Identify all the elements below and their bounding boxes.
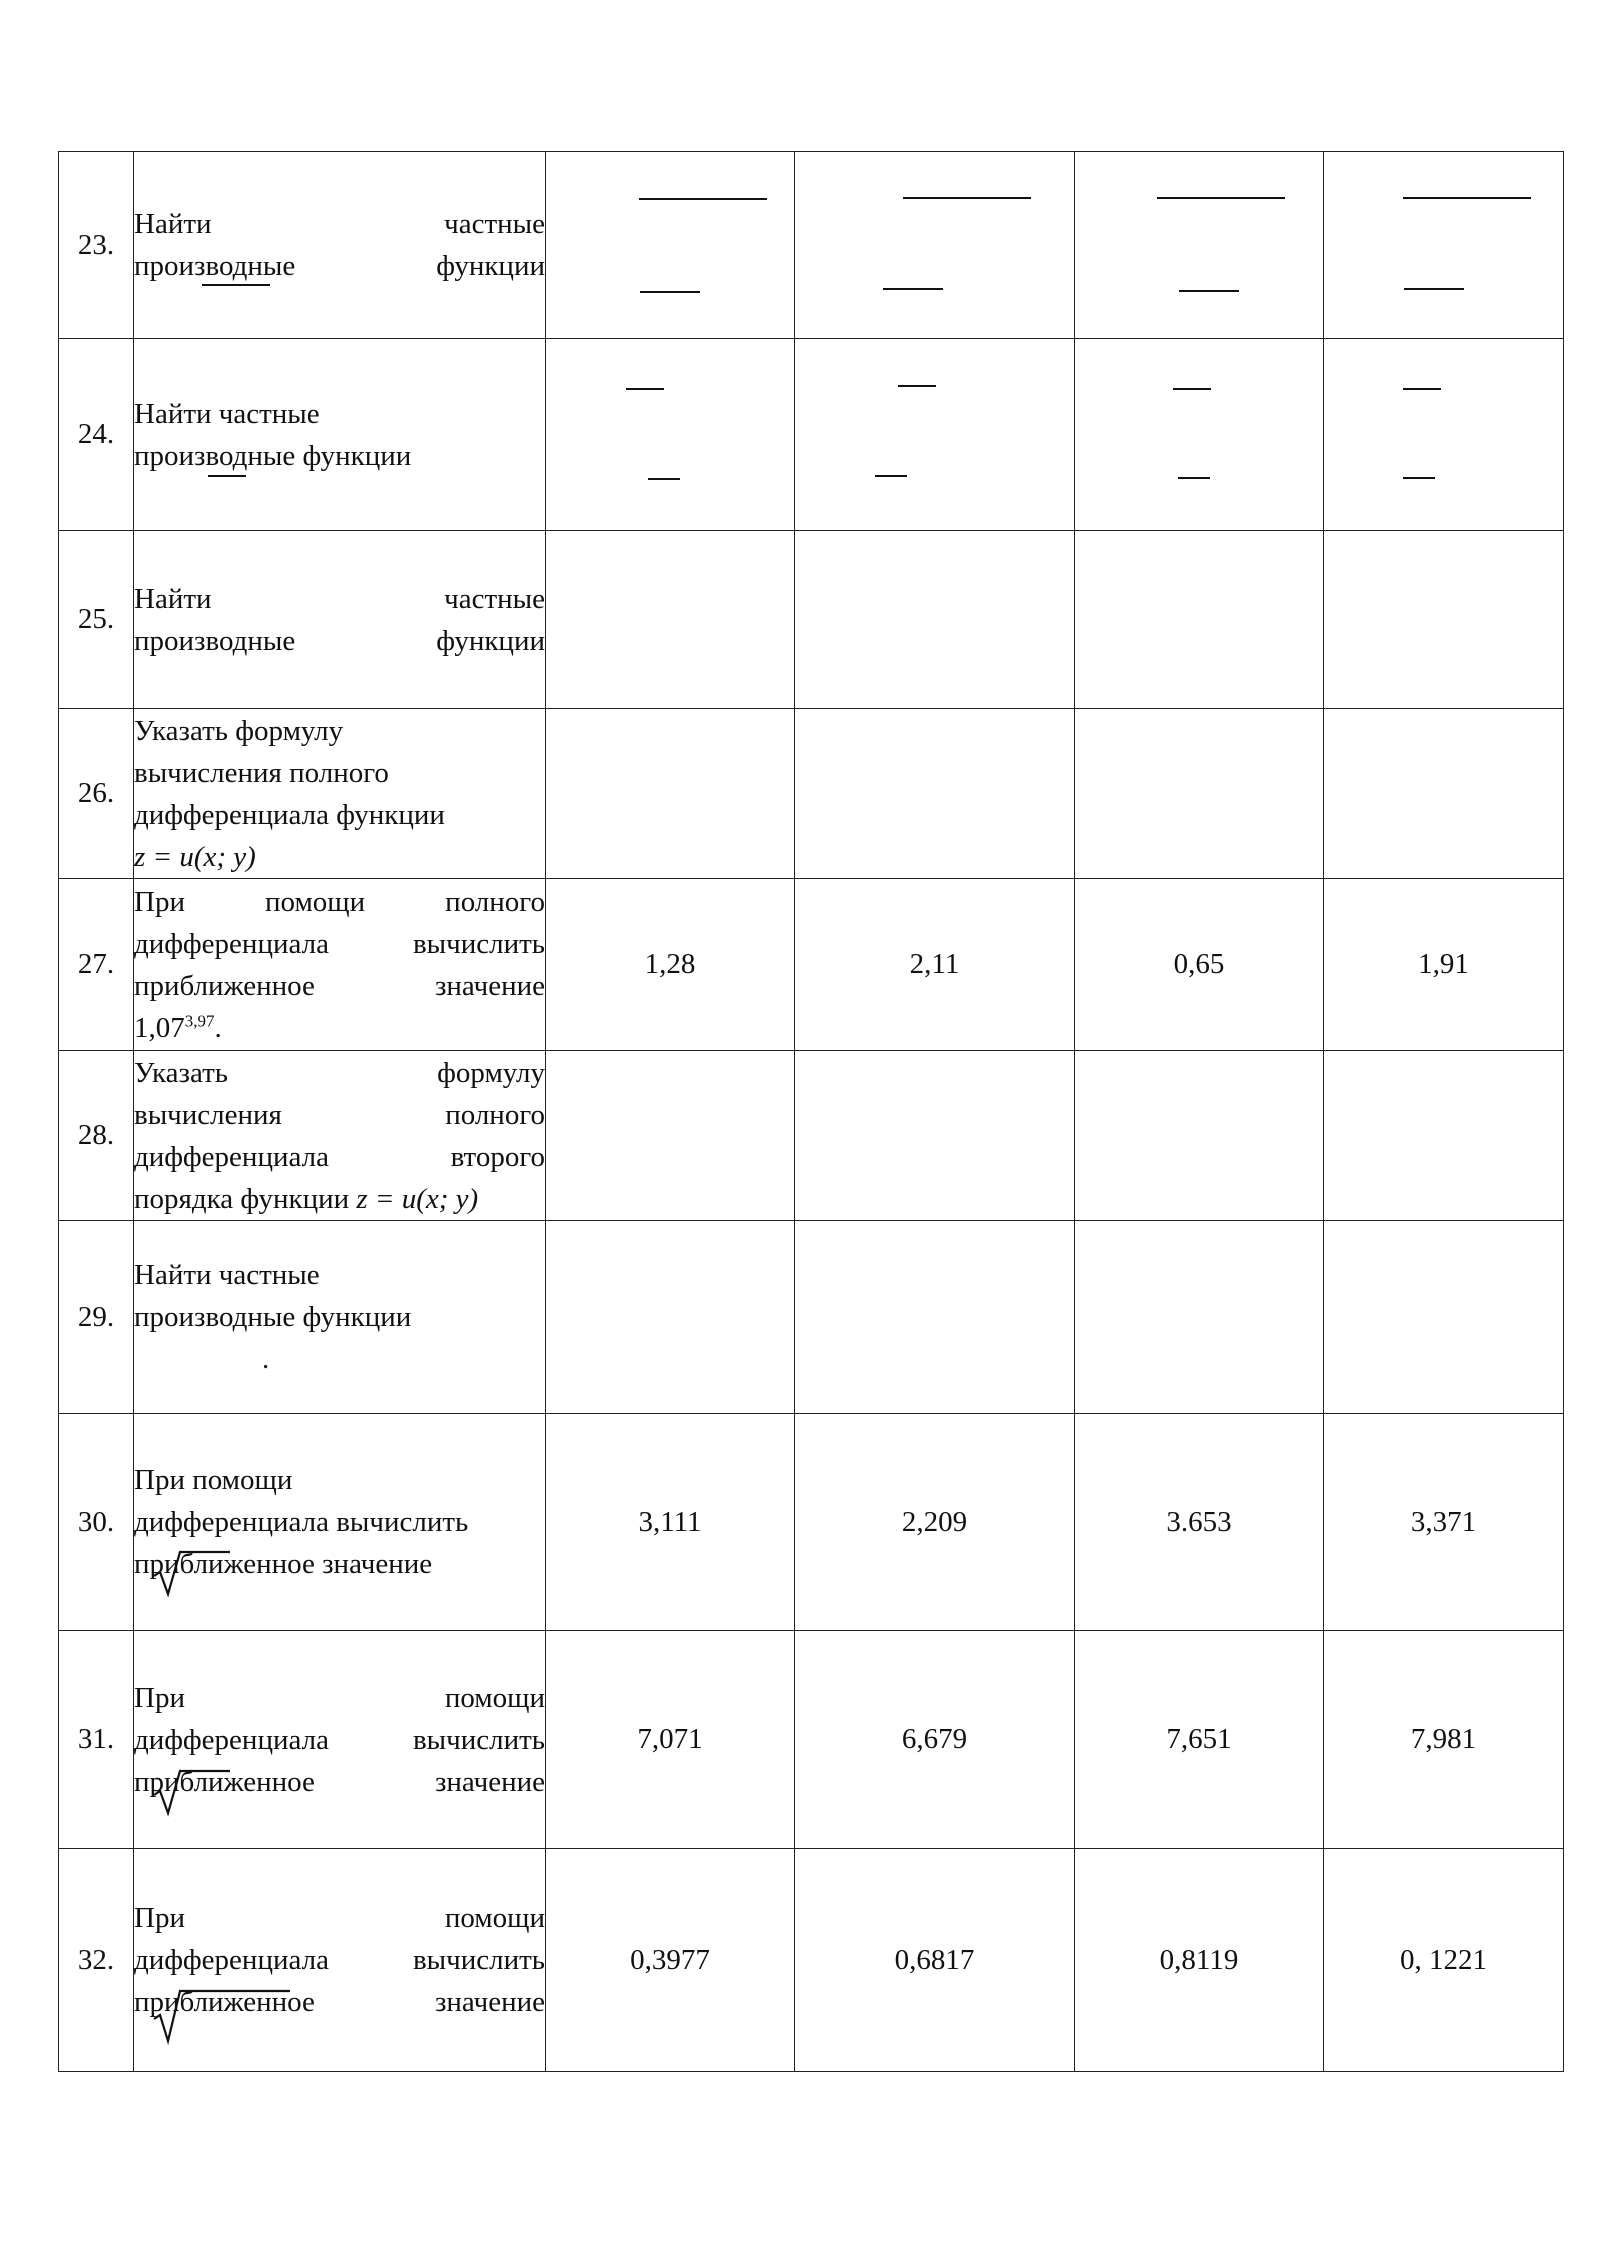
answer-cell — [795, 152, 1075, 339]
answer-cell: 7,981 — [1324, 1631, 1564, 1849]
answer-cell — [1075, 709, 1324, 879]
task-text — [134, 1221, 546, 1414]
row-number: 28. — [59, 1051, 134, 1221]
row-number: 27. — [59, 879, 134, 1051]
formula-fraction-bar — [639, 198, 767, 200]
formula-fraction-bar — [1403, 197, 1531, 199]
formula-fraction-bar — [1173, 388, 1211, 390]
task-word: вычислить — [412, 1944, 545, 1976]
row-number: 32. — [59, 1849, 134, 2072]
task-line: При помощи — [134, 1464, 293, 1496]
formula-fraction-bar — [1404, 288, 1464, 290]
answer-cell — [1075, 152, 1324, 339]
table-row — [59, 1221, 1564, 1414]
answer-cell — [1075, 1221, 1324, 1414]
task-word: функции — [436, 250, 545, 282]
answer-cell — [795, 339, 1075, 531]
formula-fraction-bar — [1178, 477, 1210, 479]
task-word: дифференциала — [134, 1944, 329, 1976]
task-word: При — [134, 1681, 185, 1714]
task-word: Найти — [134, 208, 212, 240]
task-text — [134, 152, 546, 339]
table-row — [59, 339, 1564, 531]
formula-fraction-bar — [1179, 290, 1239, 292]
task-line: производные функции — [134, 1301, 412, 1333]
task-word: Указать — [134, 1056, 228, 1089]
task-text — [134, 1631, 546, 1849]
answer-cell: 2,11 — [795, 879, 1075, 1051]
answer-cell: 1,28 — [546, 879, 795, 1051]
table-row — [59, 1631, 1564, 1849]
table-row — [59, 879, 1564, 1051]
task-line: производные функции — [134, 439, 412, 472]
formula-fraction-bar — [875, 475, 907, 477]
formula-fraction-bar — [898, 385, 936, 387]
task-text — [134, 1051, 546, 1221]
task-text — [134, 339, 546, 531]
task-word: полного — [445, 1098, 545, 1131]
task-word: вычислить — [412, 1723, 545, 1756]
answer-cell — [1324, 339, 1564, 531]
answer-cell: 3.653 — [1075, 1414, 1324, 1631]
task-word: При — [134, 1902, 185, 1934]
answer-cell: 2,209 — [795, 1414, 1075, 1631]
task-word: частные — [444, 582, 545, 615]
answer-cell: 0,65 — [1075, 879, 1324, 1051]
task-word: дифференциала — [134, 1140, 329, 1173]
task-word: второго — [450, 1140, 545, 1173]
formula-fraction-bar — [202, 284, 270, 286]
table-row — [59, 709, 1564, 879]
formula-fraction-bar — [1403, 477, 1435, 479]
answer-cell — [546, 1051, 795, 1221]
answer-cell: 7,071 — [546, 1631, 795, 1849]
task-text — [134, 1849, 546, 2072]
task-word: частные — [444, 208, 545, 240]
formula-fraction-bar — [1157, 197, 1285, 199]
task-word: помощи — [444, 1902, 545, 1934]
row-number: 31. — [59, 1631, 134, 1849]
answer-cell — [1324, 1051, 1564, 1221]
task-text — [134, 709, 546, 879]
task-word: формулу — [437, 1056, 545, 1089]
formula-fraction-bar — [903, 197, 1031, 199]
formula-fraction-bar — [648, 478, 680, 480]
formula-fraction-bar — [640, 291, 700, 293]
task-word: значение — [434, 1986, 545, 2018]
answer-cell: 1,91 — [1324, 879, 1564, 1051]
row-number: 25. — [59, 531, 134, 709]
row-number: 29. — [59, 1221, 134, 1414]
task-word: производные — [134, 250, 296, 282]
task-text — [134, 1414, 546, 1631]
task-word: дифференциала — [134, 927, 329, 960]
period: . — [214, 1011, 222, 1044]
formula-fraction-bar — [1403, 388, 1441, 390]
answer-cell — [795, 1051, 1075, 1221]
task-word: производные — [134, 624, 296, 657]
answer-cell: 3,371 — [1324, 1414, 1564, 1631]
table-row — [59, 152, 1564, 339]
tasks-table — [58, 151, 1564, 2072]
task-word: вычислить — [412, 927, 545, 960]
power-exponent: 3,97 — [184, 1010, 215, 1030]
answer-cell: 3,111 — [546, 1414, 795, 1631]
answer-cell — [1075, 339, 1324, 531]
row-number: 30. — [59, 1414, 134, 1631]
task-line — [134, 1178, 545, 1220]
answer-cell — [795, 709, 1075, 879]
answer-cell: 0,8119 — [1075, 1849, 1324, 2072]
answer-cell — [795, 531, 1075, 709]
row-number: 23. — [59, 152, 134, 339]
task-word: дифференциала — [134, 1723, 329, 1756]
task-text — [134, 531, 546, 709]
answer-cell — [546, 152, 795, 339]
formula-text: z = u(x; y) — [134, 840, 256, 873]
task-line: вычисления полного — [134, 756, 389, 789]
answer-cell: 7,651 — [1075, 1631, 1324, 1849]
formula-fraction-bar — [208, 475, 246, 477]
task-word: значение — [434, 969, 545, 1002]
task-word: приближенное — [134, 1986, 315, 2018]
task-line: Найти частные — [134, 397, 320, 430]
task-line: приближенное значение — [134, 1548, 433, 1580]
formula-fraction-bar — [883, 288, 943, 290]
task-word: полного — [445, 885, 545, 918]
answer-cell — [546, 531, 795, 709]
task-line: дифференциала функции — [134, 798, 445, 831]
task-word: приближенное — [134, 969, 315, 1002]
task-line: . — [262, 1343, 270, 1375]
task-word: помощи — [264, 885, 366, 918]
row-number: 24. — [59, 339, 134, 531]
answer-cell — [795, 1221, 1075, 1414]
table-row — [59, 531, 1564, 709]
answer-cell — [1324, 709, 1564, 879]
formula-text: z = u(x; y) — [356, 1182, 479, 1215]
table-row — [59, 1849, 1564, 2072]
answer-cell: 6,679 — [795, 1631, 1075, 1849]
task-word: порядка функции — [134, 1182, 350, 1215]
answer-cell — [1324, 531, 1564, 709]
answer-cell — [546, 709, 795, 879]
answer-cell — [1075, 531, 1324, 709]
formula-fraction-bar — [626, 388, 664, 390]
answer-cell: 0,3977 — [546, 1849, 795, 2072]
answer-cell: 0,6817 — [795, 1849, 1075, 2072]
task-word: Найти — [134, 582, 212, 615]
row-number: 26. — [59, 709, 134, 879]
table-row — [59, 1051, 1564, 1221]
task-word: приближенное — [134, 1765, 315, 1798]
answer-cell: 0, 1221 — [1324, 1849, 1564, 2072]
task-word: При — [134, 885, 185, 918]
task-text — [134, 879, 546, 1051]
answer-cell — [546, 1221, 795, 1414]
task-word: вычисления — [134, 1098, 282, 1131]
power-base: 1,07 — [134, 1011, 185, 1044]
task-word: функции — [436, 624, 545, 657]
task-word: значение — [434, 1765, 545, 1798]
table-row — [59, 1414, 1564, 1631]
task-line: дифференциала вычислить — [134, 1506, 469, 1538]
answer-cell — [546, 339, 795, 531]
answer-cell — [1324, 152, 1564, 339]
task-line: Указать формулу — [134, 714, 344, 747]
power-expression — [134, 1007, 545, 1049]
answer-cell — [1075, 1051, 1324, 1221]
task-line: Найти частные — [134, 1259, 320, 1291]
task-word: помощи — [444, 1681, 545, 1714]
answer-cell — [1324, 1221, 1564, 1414]
